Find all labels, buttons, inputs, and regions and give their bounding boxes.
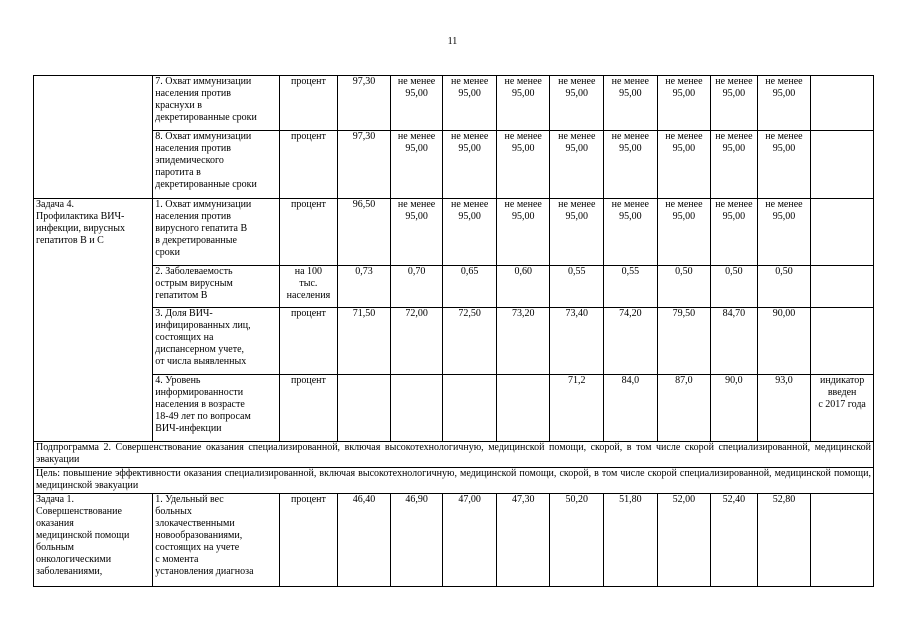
value-cell: не менее 95,00 (711, 131, 757, 199)
note-cell (811, 76, 874, 131)
base-value-cell (338, 375, 391, 442)
base-value-cell: 0,73 (338, 266, 391, 308)
indicator-cell: 8. Охват иммунизации населения против эпидемического паротита в декретированные сроки (153, 131, 279, 199)
value-cell: 93,0 (757, 375, 811, 442)
value-cell: 72,50 (443, 308, 497, 375)
value-cell: не менее 95,00 (711, 199, 757, 266)
indicator-cell: 1. Удельный вес больных злокачественными новообразованиями, состоящих на учете с момента установления диагноза (153, 494, 279, 587)
note-cell (811, 131, 874, 199)
unit-cell: процент (279, 494, 338, 587)
value-cell: не менее 95,00 (550, 199, 604, 266)
value-cell (390, 375, 443, 442)
base-value-cell: 46,40 (338, 494, 391, 587)
goal-heading: Цель: повышение эффективности оказания специализированной, включая высокотехнологичную, медицинской помощи, скорой, в том числе скорой специализированной, медицинской помощи, медицинской эвакуации (34, 468, 874, 494)
value-cell: не менее 95,00 (657, 131, 711, 199)
value-cell: 52,00 (657, 494, 711, 587)
value-cell: 90,0 (711, 375, 757, 442)
table-row (34, 442, 874, 468)
value-cell: не менее 95,00 (757, 76, 811, 131)
value-cell: не менее 95,00 (550, 76, 604, 131)
note-cell (811, 308, 874, 375)
table-body (34, 76, 874, 587)
unit-cell: процент (279, 131, 338, 199)
subprogram-heading: Подпрограмма 2. Совершенствование оказания специализированной, включая высокотехнологичную, медицинской помощи, скорой, в том числе скорой специализированной, медицинской эвакуации (34, 442, 874, 468)
value-cell: 73,40 (550, 308, 604, 375)
table-row (34, 131, 874, 199)
unit-cell: процент (279, 308, 338, 375)
value-cell: 0,60 (496, 266, 550, 308)
value-cell: 0,50 (657, 266, 711, 308)
value-cell: 90,00 (757, 308, 811, 375)
value-cell: не менее 95,00 (604, 199, 658, 266)
value-cell: не менее 95,00 (757, 199, 811, 266)
note-cell (811, 266, 874, 308)
note-cell (811, 199, 874, 266)
value-cell: 84,70 (711, 308, 757, 375)
value-cell: 0,65 (443, 266, 497, 308)
unit-cell: процент (279, 199, 338, 266)
table-row (34, 375, 874, 442)
value-cell: не менее 95,00 (711, 76, 757, 131)
value-cell: 51,80 (604, 494, 658, 587)
task-cell: Задача 1. Совершенствование оказания медицинской помощи больным онкологическими заболеваниями, (34, 494, 153, 587)
value-cell: не менее 95,00 (657, 199, 711, 266)
table-row (34, 199, 874, 266)
value-cell: 0,50 (757, 266, 811, 308)
value-cell: 71,2 (550, 375, 604, 442)
value-cell: не менее 95,00 (604, 76, 658, 131)
value-cell: 84,0 (604, 375, 658, 442)
value-cell: 52,80 (757, 494, 811, 587)
value-cell: 73,20 (496, 308, 550, 375)
value-cell: 74,20 (604, 308, 658, 375)
value-cell (496, 375, 550, 442)
table-row (34, 266, 874, 308)
value-cell: не менее 95,00 (443, 76, 497, 131)
unit-cell: процент (279, 76, 338, 131)
value-cell: 50,20 (550, 494, 604, 587)
indicator-cell: 1. Охват иммунизации населения против вирусного гепатита В в декретированные сроки (153, 199, 279, 266)
value-cell: не менее 95,00 (496, 76, 550, 131)
value-cell: не менее 95,00 (496, 131, 550, 199)
unit-cell: процент (279, 375, 338, 442)
value-cell: 52,40 (711, 494, 757, 587)
indicator-cell: 3. Доля ВИЧ- инфицированных лиц, состоящих на диспансерном учете, от числа выявленных (153, 308, 279, 375)
table-row (34, 468, 874, 494)
base-value-cell: 97,30 (338, 131, 391, 199)
base-value-cell: 96,50 (338, 199, 391, 266)
value-cell: не менее 95,00 (657, 76, 711, 131)
table-row (34, 308, 874, 375)
indicator-cell: 4. Уровень информированности населения в возрасте 18-49 лет по вопросам ВИЧ-инфекции (153, 375, 279, 442)
indicators-table (33, 75, 874, 587)
note-cell: индикатор введен с 2017 года (811, 375, 874, 442)
task-cell: Задача 4. Профилактика ВИЧ- инфекции, вирусных гепатитов В и С (34, 199, 153, 442)
value-cell: не менее 95,00 (390, 76, 443, 131)
base-value-cell: 71,50 (338, 308, 391, 375)
value-cell: не менее 95,00 (550, 131, 604, 199)
unit-cell: на 100 тыс. населения (279, 266, 338, 308)
base-value-cell: 97,30 (338, 76, 391, 131)
value-cell: не менее 95,00 (757, 131, 811, 199)
indicator-cell: 2. Заболеваемость острым вирусным гепатитом В (153, 266, 279, 308)
value-cell: 87,0 (657, 375, 711, 442)
value-cell: не менее 95,00 (443, 199, 497, 266)
page-number: 11 (447, 36, 458, 47)
value-cell (443, 375, 497, 442)
table-row (34, 494, 874, 587)
value-cell: 46,90 (390, 494, 443, 587)
value-cell: не менее 95,00 (390, 199, 443, 266)
value-cell: 72,00 (390, 308, 443, 375)
value-cell: 47,00 (443, 494, 497, 587)
note-cell (811, 494, 874, 587)
task-cell (34, 76, 153, 199)
value-cell: 0,55 (604, 266, 658, 308)
table-row (34, 76, 874, 131)
value-cell: 79,50 (657, 308, 711, 375)
value-cell: не менее 95,00 (604, 131, 658, 199)
value-cell: не менее 95,00 (443, 131, 497, 199)
value-cell: не менее 95,00 (390, 131, 443, 199)
value-cell: 47,30 (496, 494, 550, 587)
value-cell: 0,50 (711, 266, 757, 308)
value-cell: 0,70 (390, 266, 443, 308)
value-cell: 0,55 (550, 266, 604, 308)
indicator-cell: 7. Охват иммунизации населения против краснухи в декретированные сроки (153, 76, 279, 131)
value-cell: не менее 95,00 (496, 199, 550, 266)
